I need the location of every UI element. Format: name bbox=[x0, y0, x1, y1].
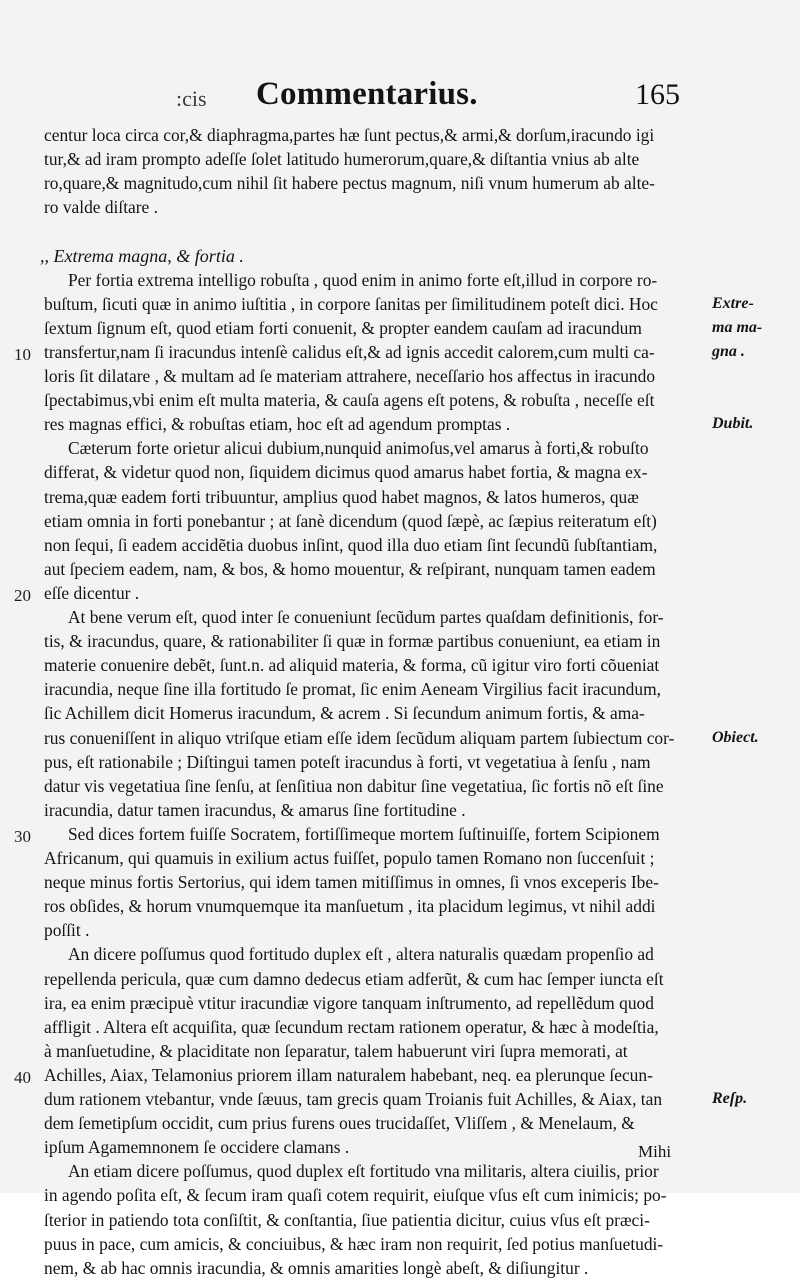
text-line: neque minus fortis Sertorius, qui idem tamen mitiſſimus in omnes, ſi vnos exceperis Ibe- bbox=[44, 872, 659, 893]
margin-note: Extre- bbox=[712, 294, 754, 312]
text-line: tur,& ad iram prompto adeſſe ſolet latitudo humerorum,quare,& diſtantia vnius ab alte bbox=[44, 149, 640, 170]
text-line: dem ſemetipſum occidit, cum prius furens oues trucidaſſet, Vliſſem , & Menelaum, & bbox=[44, 1113, 635, 1134]
text-line: tis, & iracundus, quare, & rationabiliter ſi quæ in formæ partibus conueniunt, ea etiam in bbox=[44, 631, 661, 652]
text-line: res magnas effici, & robuſtas etiam, hoc eſt ad agendum promptas . bbox=[44, 414, 511, 435]
line-number: 30 bbox=[14, 826, 31, 846]
text-line: trema,quæ eadem forti tribuuntur, amplius quod habet magnos, & latos humeros, quæ bbox=[44, 486, 639, 507]
text-line: poſſit . bbox=[44, 920, 90, 941]
catchword: Mihi bbox=[638, 1142, 672, 1161]
text-line: datur vis vegetatiua ſine ſenſu, at ſenſitiua non dabitur ſine vegetatiua, ſic fortis nõ eſt ſine bbox=[44, 775, 664, 796]
text-line: ipſum Agamemnonem ſe occidere clamans . bbox=[44, 1137, 350, 1158]
line-number: 40 bbox=[14, 1067, 31, 1087]
text-line: materie conuenire debẽt, ſunt.n. ad aliquid materia, & forma, cũ igitur viro forti cõueniat bbox=[44, 655, 660, 676]
text-line: puus in pace, cum amicis, & conciuibus, & hæc iram non requirit, ſed potius manſuetudi- bbox=[44, 1233, 664, 1254]
text-line: Sed dices fortem fuiſſe Socratem, fortiſſimeque mortem ſuſtinuiſſe, fortem Scipionem bbox=[68, 823, 660, 844]
text-line: ro valde diſtare . bbox=[44, 197, 158, 218]
text-line: ros obſides, & horum vnumquemque ita manſuetum , ita placidum legimus, vt nihil addi bbox=[44, 896, 656, 917]
text-line: An dicere poſſumus quod fortitudo duplex eſt , altera naturalis quædam propenſio ad bbox=[68, 944, 654, 965]
text-line: Africanum, qui quamuis in exilium actus fuiſſet, populo tamen Romano non ſuccenſuit ; bbox=[44, 848, 655, 868]
text-line: rus conueniſſent in aliquo vtriſque etiam eſſe idem ſecũdum aliquam partem ſubiectum cor- bbox=[44, 727, 675, 748]
line-number: 10 bbox=[14, 344, 31, 364]
text-line: centur loca circa cor,& diaphragma,partes hæ ſunt pectus,& armi,& dorſum,iracundo igi bbox=[44, 125, 655, 145]
text-line: transfertur,nam ſi iracundus intenſè calidus eſt,& ad ignis accedit calorem,cum multi ca- bbox=[44, 341, 655, 362]
text-line: At bene verum eſt, quod inter ſe conueniunt ſecũdum partes quaſdam definitionis, for- bbox=[68, 607, 664, 627]
text-line: ,, Extrema magna, & fortia . bbox=[40, 245, 244, 266]
margin-note: Dubit. bbox=[712, 415, 754, 433]
text-line: etiam omnia in forti ponebantur ; at ſanè dicendum (quod ſæpè, ac ſæpius reiteratum eſt) bbox=[44, 510, 657, 531]
text-line: An etiam dicere poſſumus, quod duplex eſt fortitudo vna militaris, altera ciuilis, prior bbox=[68, 1161, 659, 1182]
page-number: 165 bbox=[635, 78, 680, 111]
text-line: à manſuetudine, & placiditate non ſeparatur, talem habuerunt viri ſupra memorati, at bbox=[44, 1040, 628, 1061]
text-line: dum rationem vtebantur, vnde ſæuus, tam grecis quam Troianis fuit Achilles, & Aiax, tan bbox=[44, 1089, 663, 1109]
text-line: ſterior in patiendo tota conſiſtit, & conſtantia, ſiue patientia dicitur, cuius vſus eſt præci- bbox=[44, 1209, 650, 1230]
line-number: 20 bbox=[14, 585, 31, 605]
text-line: repellenda pericula, quæ cum damno dedecus etiam adferũt, & cum hac ſemper iuncta eſt bbox=[44, 968, 664, 989]
text-line: Cæterum forte orietur alicui dubium,nunquid animoſus,vel amarus à forti,& robuſto bbox=[68, 438, 649, 459]
text-line: iracundia, neque ſine illa fortitudo ſe promat, ſic enim Aeneam Virgilius facit iracundum, bbox=[44, 679, 661, 700]
text-line: ſic Achillem dicit Homerus iracundum, & acrem . Si ſecundum animum fortis, & ama- bbox=[44, 703, 645, 724]
text-line: affligit . Altera eſt acquiſita, quæ ſecundum rectam rationem operatur, & hæc à modeſtia, bbox=[44, 1016, 659, 1037]
margin-note: gna . bbox=[712, 342, 745, 360]
text-line: buſtum, ſicuti quæ in animo iuſtitia , in corpore ſanitas per ſimilitudinem poteſt dici. Hoc bbox=[44, 293, 658, 314]
text-line: in agendo poſita eſt, & ſecum iram quaſi cotem requirit, eiuſque vſus eſt cum inimicis; po- bbox=[44, 1185, 667, 1206]
text-line: pus, eſt rationabile ; Diſtingui tamen poteſt iracundus à forti, vt vegetatiua à ſenſu , nam bbox=[44, 751, 651, 772]
margin-note: ma ma- bbox=[712, 318, 763, 336]
margin-note: Reſp. bbox=[712, 1090, 748, 1107]
text-line: aut ſpeciem eadem, nam, & bos, & homo mouentur, & reſpirant, nunquam tamen eadem bbox=[44, 558, 656, 579]
text-line: ſpectabimus,vbi enim eſt multa materia, & cauſa agens eſt potens, & robuſta , neceſſe eſt bbox=[44, 390, 655, 411]
running-title: Commentarius. bbox=[256, 76, 478, 112]
text-line: ro,quare,& magnitudo,cum nihil ſit habere pectus magnum, niſi vnum humerum ab alte- bbox=[44, 173, 655, 194]
text-line: ira, ea enim præcipuè vtitur iracundiæ vigore tanquam inſtrumento, ad repellẽdum quod bbox=[44, 992, 654, 1013]
text-line: differat, & videtur quod non, ſiquidem dicimus quod amarus habet fortia, & magna ex- bbox=[44, 462, 648, 483]
text-line: non ſequi, ſi eadem accidẽtia duobus inſint, quod illa duo etiam ſint ſecundũ ſubſtantiam, bbox=[44, 534, 658, 555]
text-line: loris ſit dilatare , & multam ad ſe materiam attrahere, neceſſario hos affectus in iracundo bbox=[44, 366, 656, 386]
text-line: Achilles, Aiax, Telamonius priorem illam naturalem habebant, neq. ea plerunque ſecun- bbox=[44, 1064, 653, 1085]
margin-note: Obiect. bbox=[712, 728, 759, 746]
header-bleedthrough-text: :cis bbox=[176, 86, 207, 111]
text-line: eſſe dicentur . bbox=[44, 582, 140, 603]
text-line: nem, & ab hac omnis iracundia, & omnis amarities longè abeſt, & diſiungitur . bbox=[44, 1257, 589, 1278]
text-line: ſextum ſignum eſt, quod etiam forti conuenit, & propter eandem cauſam ad iracundum bbox=[44, 317, 642, 338]
text-line: Per fortia extrema intelligo robuſta , quod enim in animo forte eſt,illud in corpore ro- bbox=[68, 269, 658, 290]
page-header bbox=[170, 72, 690, 120]
text-line bbox=[44, 219, 708, 243]
text-line: iracundia, datur tamen iracundus, & amarus ſine fortitudine . bbox=[44, 799, 466, 820]
